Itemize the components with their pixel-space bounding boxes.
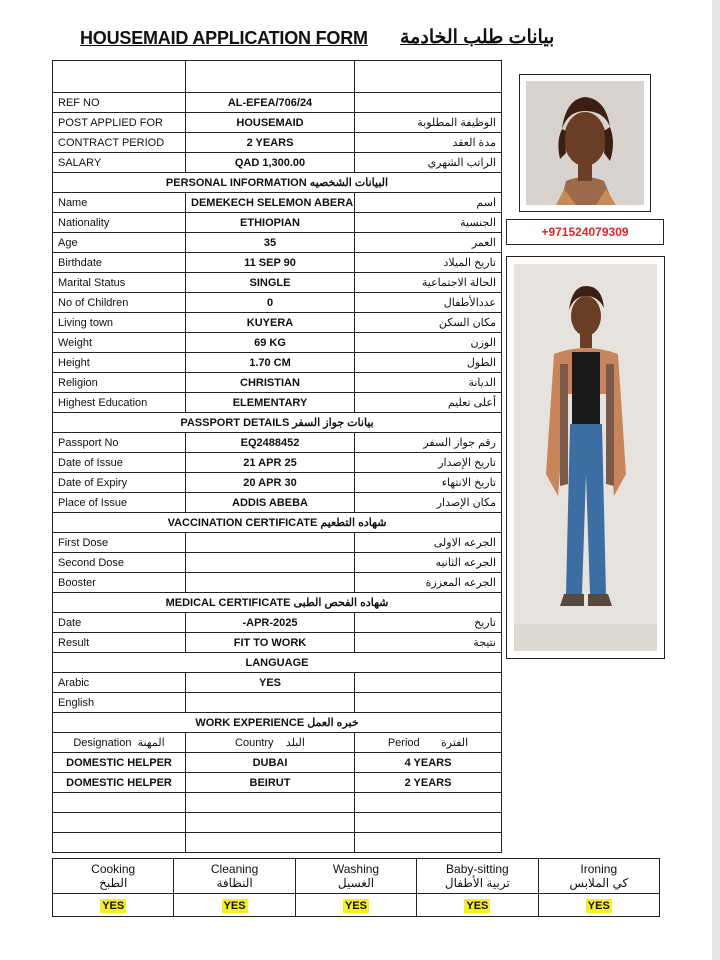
field-label-arabic: مكان الإصدار xyxy=(355,493,502,513)
skill-name: Baby-sitting xyxy=(446,862,509,876)
skill-header xyxy=(295,859,416,894)
field-label: Birthdate xyxy=(53,253,186,273)
skill-value-cell xyxy=(417,894,538,917)
field-label: Height xyxy=(53,353,186,373)
personal-row xyxy=(53,213,502,233)
field-value: ADDIS ABEBA xyxy=(186,493,355,513)
skill-header xyxy=(53,859,174,894)
skills-table xyxy=(52,858,660,917)
section-heading-vaccination: VACCINATION CERTIFICATE شهاده التطعيم xyxy=(53,513,502,533)
designation-cell: DOMESTIC HELPER xyxy=(53,773,186,793)
experience-row xyxy=(53,753,502,773)
skill-header xyxy=(538,859,659,894)
field-label-arabic: أعلى تعليم xyxy=(355,393,502,413)
phone-number: +971524079309 xyxy=(506,219,664,245)
skill-name-arabic: كي الملابس xyxy=(569,876,629,890)
field-label-arabic xyxy=(355,673,502,693)
medical-row xyxy=(53,633,502,653)
personal-row xyxy=(53,293,502,313)
field-label: Living town xyxy=(53,313,186,333)
personal-row xyxy=(53,193,502,213)
field-label: Religion xyxy=(53,373,186,393)
section-heading-experience: WORK EXPERIENCE خبره العمل xyxy=(53,713,502,733)
section-heading-personal: PERSONAL INFORMATION البيانات الشخصيه xyxy=(53,173,502,193)
field-value xyxy=(186,553,355,573)
field-value: 69 KG xyxy=(186,333,355,353)
language-row xyxy=(53,693,502,713)
portrait-photo xyxy=(526,81,644,205)
full-body-photo-frame xyxy=(506,256,665,659)
skill-name-arabic: الطبخ xyxy=(99,876,128,890)
skill-name: Cooking xyxy=(91,862,136,876)
field-label: English xyxy=(53,693,186,713)
field-label: Place of Issue xyxy=(53,493,186,513)
field-label: First Dose xyxy=(53,533,186,553)
field-label: Second Dose xyxy=(53,553,186,573)
skill-name-arabic: النظافة xyxy=(216,876,253,890)
country-cell: BEIRUT xyxy=(186,773,355,793)
field-value: CHRISTIAN xyxy=(186,373,355,393)
blank-top-row xyxy=(53,61,502,93)
period-cell: 4 YEARS xyxy=(355,753,502,773)
vaccination-row xyxy=(53,553,502,573)
passport-row xyxy=(53,433,502,453)
skills-value-row xyxy=(53,894,660,917)
field-label-arabic: العمر xyxy=(355,233,502,253)
personal-row xyxy=(53,273,502,293)
field-label: Weight xyxy=(53,333,186,353)
skill-name-arabic: الغسيل xyxy=(337,876,375,890)
contract-row xyxy=(53,133,502,153)
skill-header xyxy=(417,859,538,894)
vaccination-row xyxy=(53,533,502,553)
field-value: ELEMENTARY xyxy=(186,393,355,413)
passport-row xyxy=(53,493,502,513)
field-value: KUYERA xyxy=(186,313,355,333)
passport-row xyxy=(53,453,502,473)
field-value: 35 xyxy=(186,233,355,253)
field-label-arabic: عددالأطفال xyxy=(355,293,502,313)
field-value: 11 SEP 90 xyxy=(186,253,355,273)
field-label: Age xyxy=(53,233,186,253)
medical-row xyxy=(53,613,502,633)
field-value: 0 xyxy=(186,293,355,313)
field-value xyxy=(186,573,355,593)
field-value: EQ2488452 xyxy=(186,433,355,453)
language-row xyxy=(53,673,502,693)
post-value: HOUSEMAID xyxy=(186,113,355,133)
skill-value: YES xyxy=(102,900,125,912)
experience-blank-row xyxy=(53,793,502,813)
field-label-arabic: الوزن xyxy=(355,333,502,353)
field-label: Result xyxy=(53,633,186,653)
page-edge xyxy=(712,0,720,960)
section-heading-medical: MEDICAL CERTIFICATE شهاده الفحص الطبى xyxy=(53,593,502,613)
field-label-arabic: نتيجة xyxy=(355,633,502,653)
skill-value-cell xyxy=(53,894,174,917)
field-label: Date of Issue xyxy=(53,453,186,473)
personal-row xyxy=(53,333,502,353)
skill-value: YES xyxy=(344,900,367,912)
field-value: SINGLE xyxy=(186,273,355,293)
field-label-arabic: اسم xyxy=(355,193,502,213)
section-heading-language: LANGUAGE xyxy=(53,653,502,673)
field-label-arabic: تاريخ xyxy=(355,613,502,633)
field-label: Marital Status xyxy=(53,273,186,293)
experience-header-row xyxy=(53,733,502,753)
experience-blank-row xyxy=(53,833,502,853)
language-rows xyxy=(53,673,502,713)
skill-header xyxy=(174,859,295,894)
personal-row xyxy=(53,233,502,253)
field-label: Booster xyxy=(53,573,186,593)
field-value: -APR-2025 xyxy=(186,613,355,633)
field-label-arabic: تاريخ الميلاد xyxy=(355,253,502,273)
field-label-arabic: الديانة xyxy=(355,373,502,393)
contract-value: 2 YEARS xyxy=(186,133,355,153)
skill-name: Washing xyxy=(332,862,380,876)
field-value: 21 APR 25 xyxy=(186,453,355,473)
skill-name: Cleaning xyxy=(210,862,259,876)
field-label: Date of Expiry xyxy=(53,473,186,493)
post-label-arabic: الوظيفة المطلوبة xyxy=(355,113,502,133)
country-header: Country البلد xyxy=(186,733,355,753)
salary-label-arabic: الراتب الشهري xyxy=(355,153,502,173)
passport-row xyxy=(53,473,502,493)
field-label: Name xyxy=(53,193,186,213)
experience-row xyxy=(53,773,502,793)
field-label-arabic: تاريخ الإصدار xyxy=(355,453,502,473)
ref-row xyxy=(53,93,502,113)
passport-rows xyxy=(53,433,502,513)
skill-value: YES xyxy=(466,900,489,912)
field-value: ETHIOPIAN xyxy=(186,213,355,233)
field-label-arabic: الحالة الاجتماعية xyxy=(355,273,502,293)
field-label-arabic: تاريخ الانتهاء xyxy=(355,473,502,493)
skill-name-arabic: تربية الأطفال xyxy=(444,876,510,890)
skill-name: Ironing xyxy=(580,862,618,876)
field-value: DEMEKECH SELEMON ABERA xyxy=(186,193,355,213)
field-label: Arabic xyxy=(53,673,186,693)
field-label: No of Children xyxy=(53,293,186,313)
field-label: Nationality xyxy=(53,213,186,233)
personal-row xyxy=(53,373,502,393)
experience-blank-row xyxy=(53,813,502,833)
skill-value-cell xyxy=(295,894,416,917)
field-value: 1.70 CM xyxy=(186,353,355,373)
salary-value: QAD 1,300.00 xyxy=(186,153,355,173)
field-value: 20 APR 30 xyxy=(186,473,355,493)
salary-row xyxy=(53,153,502,173)
personal-row xyxy=(53,393,502,413)
full-body-photo xyxy=(514,264,657,651)
field-value: FIT TO WORK xyxy=(186,633,355,653)
designation-header: Designation المهنة xyxy=(53,733,186,753)
period-cell: 2 YEARS xyxy=(355,773,502,793)
personal-row xyxy=(53,253,502,273)
salary-label: SALARY xyxy=(53,153,186,173)
contract-label-arabic: مدة العقد xyxy=(355,133,502,153)
field-label-arabic: الجرعه المعززة xyxy=(355,573,502,593)
contract-label: CONTRACT PERIOD xyxy=(53,133,186,153)
ref-value: AL-EFEA/706/24 xyxy=(186,93,355,113)
field-label-arabic xyxy=(355,693,502,713)
ref-label: REF NO xyxy=(53,93,186,113)
medical-rows xyxy=(53,613,502,653)
field-label-arabic: رقم جواز السفر xyxy=(355,433,502,453)
post-label: POST APPLIED FOR xyxy=(53,113,186,133)
field-label-arabic: الطول xyxy=(355,353,502,373)
section-heading-passport: PASSPORT DETAILS بيانات جواز السفر xyxy=(53,413,502,433)
post-row xyxy=(53,113,502,133)
field-label-arabic: الجرعه الاولى xyxy=(355,533,502,553)
vaccination-row xyxy=(53,573,502,593)
form-title: HOUSEMAID APPLICATION FORM xyxy=(80,28,368,48)
application-table xyxy=(52,60,502,853)
skill-value-cell xyxy=(174,894,295,917)
field-label-arabic: الجنسية xyxy=(355,213,502,233)
skill-value-cell xyxy=(538,894,659,917)
designation-cell: DOMESTIC HELPER xyxy=(53,753,186,773)
personal-row xyxy=(53,313,502,333)
country-cell: DUBAI xyxy=(186,753,355,773)
skill-value: YES xyxy=(223,900,246,912)
vaccination-rows xyxy=(53,533,502,593)
field-label: Highest Education xyxy=(53,393,186,413)
field-label: Passport No xyxy=(53,433,186,453)
field-label: Date xyxy=(53,613,186,633)
period-header: Period الفترة xyxy=(355,733,502,753)
skills-header-row xyxy=(53,859,660,894)
experience-rows xyxy=(53,753,502,853)
portrait-photo-frame xyxy=(519,74,651,212)
field-label-arabic: مكان السكن xyxy=(355,313,502,333)
personal-row xyxy=(53,353,502,373)
field-label-arabic: الجرعه الثانيه xyxy=(355,553,502,573)
field-value: YES xyxy=(186,673,355,693)
skill-value: YES xyxy=(587,900,610,912)
field-value xyxy=(186,693,355,713)
form-title-arabic: بيانات طلب الخادمة xyxy=(400,27,555,48)
personal-rows xyxy=(53,193,502,413)
field-value xyxy=(186,533,355,553)
